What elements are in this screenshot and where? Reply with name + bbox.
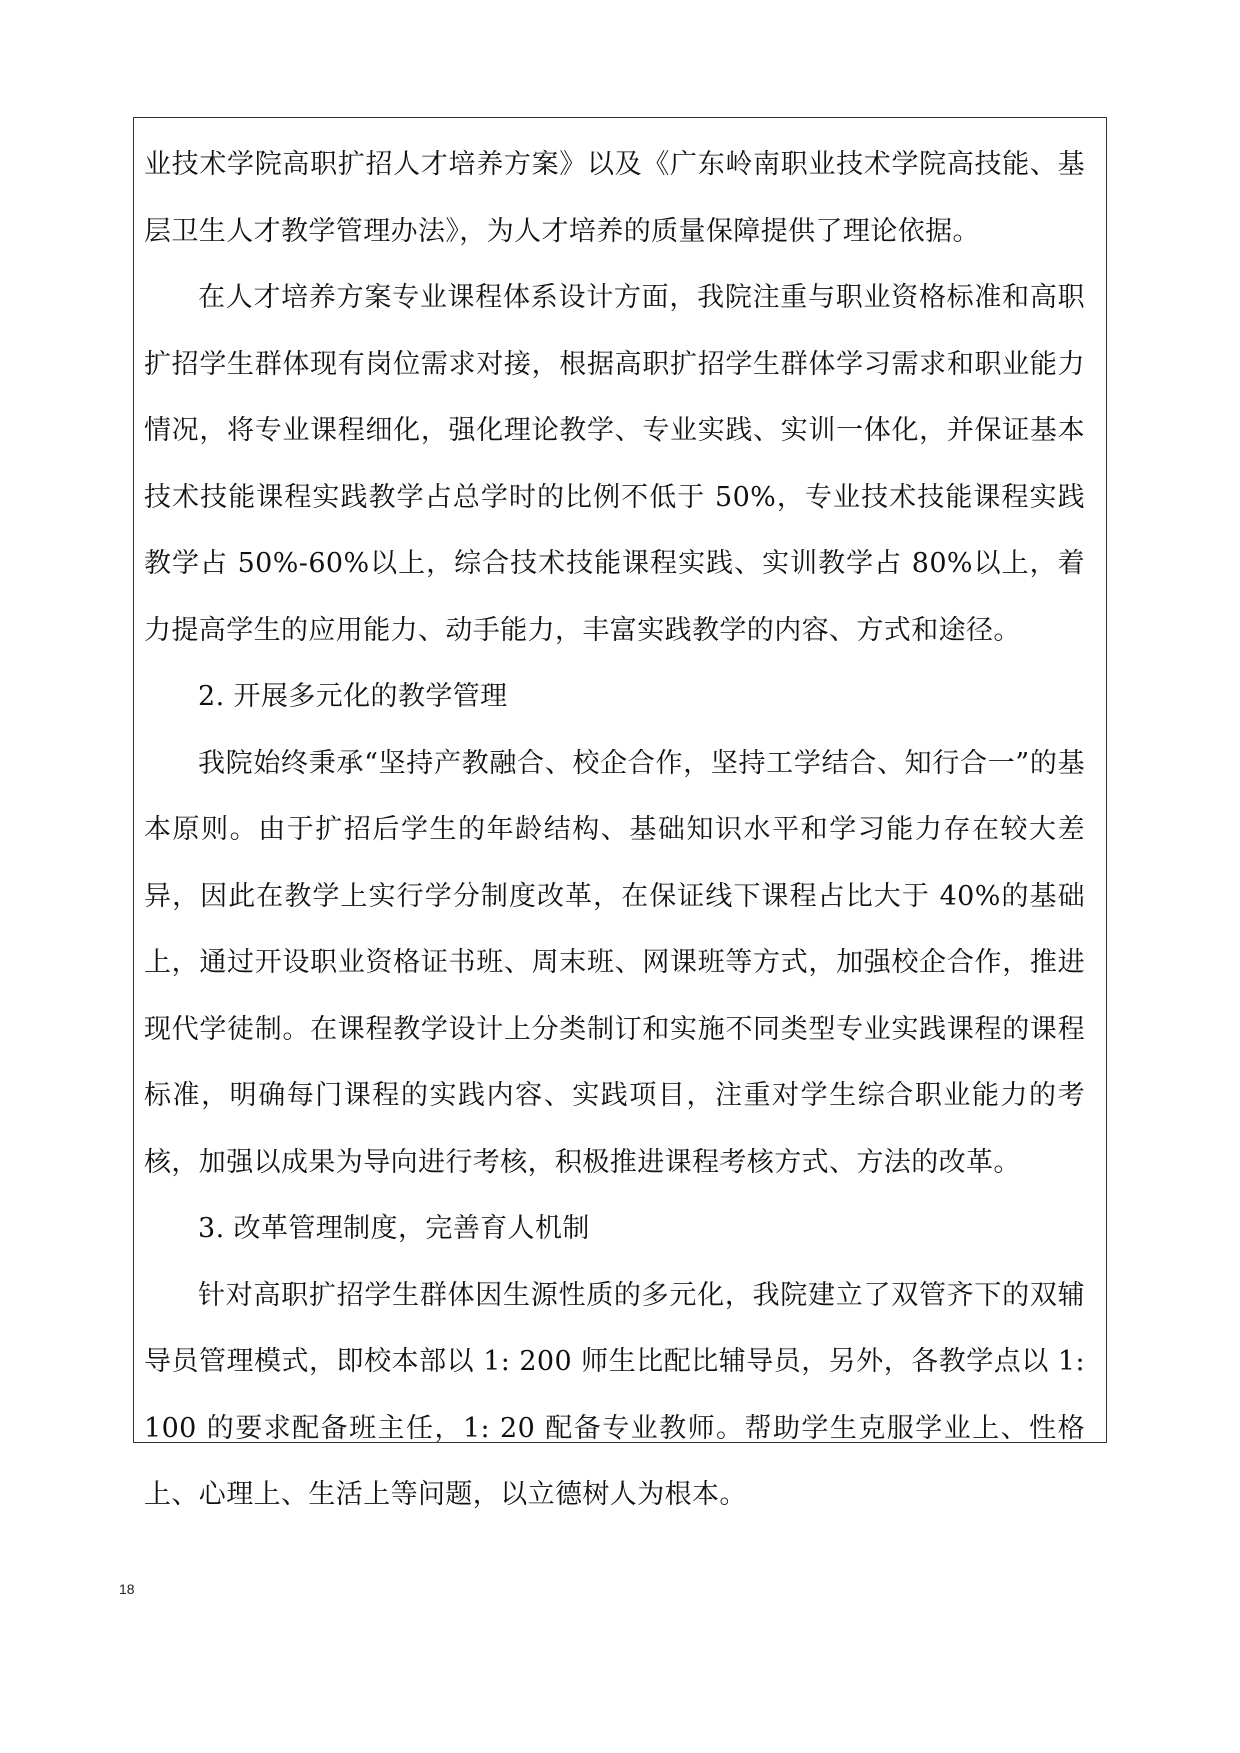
paragraph-curriculum-design: 在人才培养方案专业课程体系设计方面，我院注重与职业资格标准和高职扩招学生群体现有岗位需求对接，根据高职扩招学生群体学习需求和职业能力情况，将专业课程细化，强化理论教学、专业实践、实训一体化，并保证基本技术技能课程实践教学占总学时的比例不低于 50%，专业技术技能课程实践教学占 50%-60%以上，综合技术技能课程实践、实训教学占 80%以上，着力提高学生的应用能力、动手能力，丰富实践教学的内容、方式和途径。 [144,282,1085,646]
content-frame [133,117,1107,1510]
paragraph-teaching-management: 我院始终秉承“坚持产教融合、校企合作，坚持工学结合、知行合一”的基本原则。由于扩招后学生的年龄结构、基础知识水平和学习能力存在较大差异，因此在教学上实行学分制度改革，在保证线下课程占比大于 40%的基础上，通过开设职业资格证书班、周末班、网课班等方式，加强校企合作，推进现代学徒制。在课程教学设计上分类制订和实施不同类型专业实践课程的课程标准，明确每门课程的实践内容、实践项目，注重对学生综合职业能力的考核，加强以成果为导向进行考核，积极推进课程考核方式、方法的改革。 [144,747,1085,1178]
paragraph-continued: 业技术学院高职扩招人才培养方案》以及《广东岭南职业技术学院高技能、基层卫生人才教学管理办法》，为人才培养的质量保障提供了理论依据。 [144,149,1085,247]
page-number: 18 [119,1581,135,1597]
section-heading-3: 3. 改革管理制度，完善育人机制 [198,1213,590,1244]
section-heading-2: 2. 开展多元化的教学管理 [198,681,508,712]
paragraph-counselor-model: 针对高职扩招学生群体因生源性质的多元化，我院建立了双管齐下的双辅导员管理模式，即校本部以 1: 200 师生比配比辅导员，另外，各教学点以 1: 100 的要求配备班主任，1: 20 配备专业教师。帮助学生克服学业上、性格上、心理上、生活上等问题，以立德树人为根本。 [144,1279,1085,1510]
